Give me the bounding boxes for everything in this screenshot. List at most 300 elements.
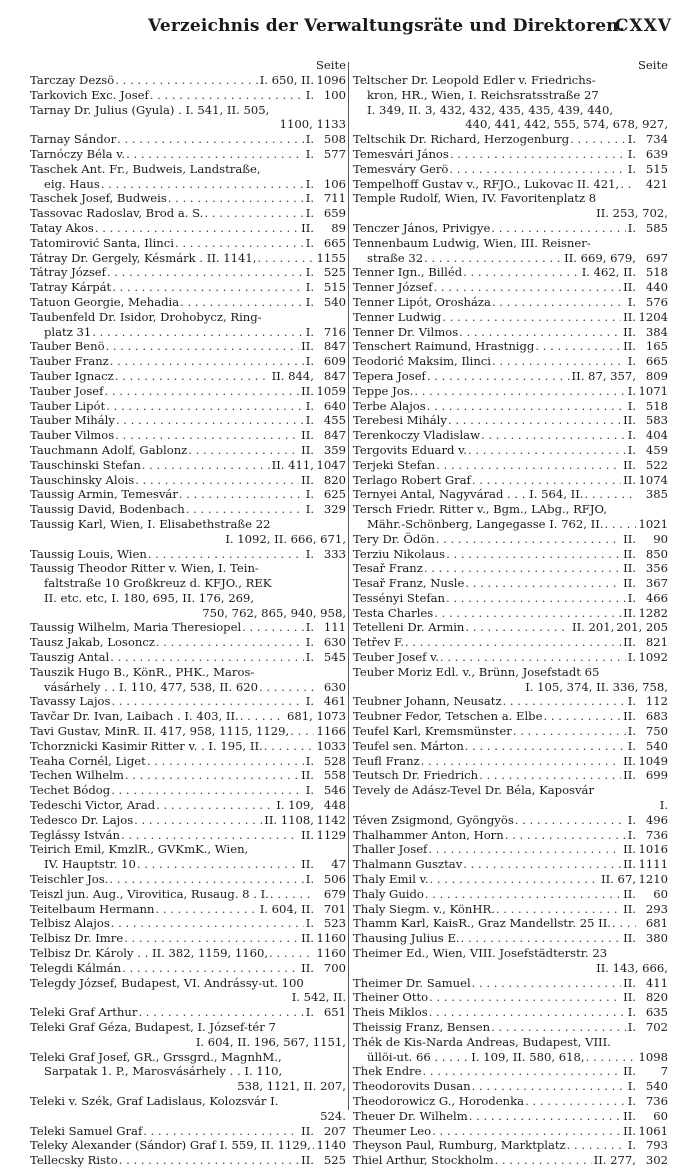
entry-reference: I. [627,738,636,753]
entry-text: Teleki Graf Géza, Budapest, I. József-tér 7 [30,1020,276,1034]
entry-line [30,931,346,946]
entry-line [30,325,346,340]
index-entry [30,1153,346,1168]
index-entry [353,265,668,280]
page-ref: 585 [645,220,668,235]
dot-leader [108,872,303,887]
entry-reference: II. 844, [271,368,314,383]
page-ref: 679 [323,886,346,901]
entry-line [353,443,668,458]
dot-leader [110,694,303,709]
entry-line [30,369,346,384]
entry-line [353,251,668,266]
entry-text: Taussig Louis, Wien [30,546,147,561]
entry-line [30,354,346,369]
entry-reference: II. [623,309,636,324]
index-entry [353,177,668,192]
entry-line [30,680,346,695]
entry-text: Temple Rudolf, Wien, IV. Favoritenplatz 8 [353,191,597,206]
entry-line [353,828,668,843]
entry-reference: II. [623,842,636,857]
entry-line [353,547,668,562]
entry-text: Tennenbaum Ludwig, Wien, III. Reisner- [353,235,591,250]
dot-leader [542,709,621,724]
entry-reference: II. 87, 357, [571,368,636,383]
dot-leader [155,635,304,650]
entry-line [353,931,668,946]
dot-leader [258,680,314,695]
dot-leader [141,458,270,473]
index-entry [353,487,668,502]
entry-reference: I. [627,1005,636,1020]
entry-reference: II. [623,635,636,650]
dot-leader [480,428,626,443]
page-ref: 506 [323,872,346,887]
index-entry [353,724,668,739]
dot-leader [502,694,626,709]
entry-reference: II. [623,1064,636,1079]
index-entry [30,206,346,221]
right-column [353,58,668,1168]
entry-reference: I. [627,724,636,739]
dot-leader [154,902,257,917]
entry-text: Tesař Franz, Nusle [353,576,465,591]
dot-leader [462,857,621,872]
page-ref: 847 [323,339,346,354]
index-entry [30,339,346,354]
entry-text: Teodorić Maksim, Ilinci [353,354,491,369]
entry-text: Teaha Cornél, Liget [30,753,146,768]
entry-text: Teltscher Dr. Leopold Edler v. Friedrichs- [353,73,596,87]
entry-text: Tavčar Dr. Ivan, Laibach . I. 403, II. [30,709,239,724]
index-entry [30,754,346,769]
entry-text: Tenschert Raimund, Hrastnigg [353,339,535,354]
page-ref: 523 [323,916,346,931]
page-ref: 734 [645,132,668,147]
entry-line [353,502,668,517]
index-entry [353,694,668,709]
entry-text: Theis Miklos [353,1005,428,1020]
entry-text: Tchorznicki Kasimir Ritter v. . I. 195, II. [30,738,263,753]
page-header [30,6,680,46]
entry-line [353,902,668,917]
entry-line [30,1050,346,1065]
page-ref: 528 [323,753,346,768]
dot-leader [114,428,299,443]
entry-text: Teufel sen. Márton [353,738,464,753]
index-entry [30,813,346,828]
page-ref: 496 [645,812,668,827]
dot-leader [203,206,303,221]
entry-reference: II. [301,442,314,457]
entry-text: üllöi-ut. 66 . . . . . I. 109, II. 580, 618, [367,1049,585,1064]
entry-line [353,635,668,650]
entry-line [30,635,346,650]
seite-label: Seite [315,58,346,72]
page-ref: 1096 [316,73,346,87]
entry-line [30,502,346,517]
dot-leader [136,857,299,872]
page-ref: 404 [645,428,668,443]
index-entry [30,902,346,917]
dot-leader [109,354,304,369]
index-entry [353,576,668,591]
entry-line [30,280,346,295]
entry-text: Thalhammer Anton, Horn [353,827,504,842]
page-ref: 522 [645,457,668,472]
entry-text: Tedesco Dr. Lajos [30,812,134,827]
entry-line [30,1020,346,1035]
entry-text: Taschek Ant. Fr., Budweis, Landstraße, [30,161,261,176]
entry-text: Thamm Karl, KaisR., Graz Mandellstr. 25 II. [353,916,611,931]
entry-text: Teischler Jos. [30,872,109,887]
entry-line [353,798,668,813]
page-ref: 639 [645,146,668,161]
entry-reference: II. 277, [593,1153,636,1168]
index-entry [353,768,668,783]
entry-line [30,798,346,813]
index-entry [353,310,668,325]
index-entry [30,1094,346,1124]
index-entry [353,1138,668,1153]
entry-reference: I. [627,132,636,147]
page-ref: 700 [323,960,346,975]
entry-reference: II. [301,1153,314,1168]
index-entry [353,1109,668,1124]
entry-text: Theimer Dr. Samuel [353,975,471,990]
entry-line [353,1050,668,1065]
dot-leader [512,724,626,739]
index-entry [30,620,346,635]
entry-line [30,443,346,458]
entry-text: Teubner Johann, Neusatz [353,694,502,709]
dot-leader [433,606,621,621]
entry-text: Tenner Ludwig [353,309,442,324]
entry-text: Tavassy Lajos [30,694,111,709]
index-entry [30,517,346,547]
entry-line [353,680,668,695]
entry-text: Telegdy József, Budapest, VI. Andrássy-ut. 100 [30,975,304,990]
entry-line [30,828,346,843]
entry-text: Teppe Jos. [353,383,414,398]
entry-reference: II. [301,472,314,487]
page-ref: 1016 [638,842,668,857]
dot-leader [185,502,304,517]
entry-text: I. 349, II. 3, 432, 432, 435, 435, 439, 440, [367,102,614,117]
entry-line [30,1035,346,1050]
entry-line [353,783,668,798]
entry-reference: I. [305,916,314,931]
page-ref: 525 [323,265,346,280]
entry-line [353,650,668,665]
dot-leader [428,872,599,887]
dot-leader [433,280,622,295]
entry-text: I. 105, 374, II. 336, 758, [525,679,668,694]
page-ref: 455 [323,413,346,428]
page-ref: 609 [323,354,346,369]
entry-line [30,665,346,680]
entry-line [30,576,346,591]
dot-leader [449,147,626,162]
entry-reference: II. [301,339,314,354]
entry-line [30,694,346,709]
index-entry [30,265,346,280]
dot-leader [269,887,314,902]
dot-leader [471,1079,626,1094]
index-entry [30,191,346,206]
entry-reference: II. 411, [271,457,314,472]
page-ref: 702 [645,1020,668,1034]
index-entry [30,443,346,458]
entry-reference: I. [305,294,314,309]
index-entry [353,473,668,488]
dot-leader [464,739,626,754]
page-ref: 635 [645,1005,668,1020]
index-entry [353,443,668,458]
entry-line [353,177,668,192]
index-entry [353,916,668,931]
page-ref: 515 [645,161,668,176]
dot-leader [460,931,622,946]
entry-reference: I. [305,1005,314,1020]
index-entry [353,369,668,384]
page-ref: 583 [645,413,668,428]
entry-line [353,857,668,872]
entry-line [353,961,668,976]
index-entry [30,399,346,414]
entry-line [353,1064,668,1079]
dot-leader [441,310,621,325]
entry-reference: I. [305,324,314,339]
entry-line [353,473,668,488]
entry-text: Theyson Paul, Rumburg, Marktplatz [353,1138,566,1153]
entry-reference: I. [305,546,314,561]
entry-line [30,976,346,991]
page-ref: 380 [645,931,668,946]
entry-text: Tatuon Georgie, Mehadia [30,294,180,309]
entry-line [30,413,346,428]
page-ref: 665 [323,235,346,250]
entry-reference: I. [305,650,314,665]
page-ref: 329 [323,502,346,517]
dot-leader [133,813,262,828]
dot-leader [566,1138,626,1153]
index-entry [353,650,668,665]
entry-text: I. 1092, II. 666, 671, [225,531,346,546]
index-entry [30,1005,346,1020]
entry-text: Teleki Graf Arthur [30,1005,138,1020]
page-ref: 293 [645,901,668,916]
entry-text: Telbisz Dr. Imre [30,931,124,946]
entry-reference: I. [627,812,636,827]
entry-reference: I. [305,783,314,798]
dot-leader [569,132,626,147]
index-entry [353,236,668,266]
entry-text: Tavi Gustav, MinR. II. 417, 958, 1115, 1129, [30,724,290,739]
entry-reference: I. [627,590,636,605]
page-ref: 697 [645,250,668,265]
entry-reference: I. [627,146,636,161]
entry-line [353,739,668,754]
dot-leader [534,339,621,354]
dot-leader [583,487,636,502]
entry-line [353,428,668,443]
index-entry [30,931,346,946]
entry-text: Tetřev F. [353,635,404,650]
entry-line [30,1138,346,1153]
entry-text: Temesváry Gerö [353,161,449,176]
entry-text: Tarkovich Exc. Josef [30,87,149,102]
entry-text: Tenner Ign., Billéd [353,265,463,280]
page-ref: 60 [653,1108,668,1123]
entry-reference: II. [623,472,636,487]
entry-reference: II. [301,857,314,872]
index-entry [353,887,668,902]
dot-leader [435,458,621,473]
dot-leader [91,325,303,340]
page-ref: 659 [323,206,346,221]
page-ref: 459 [645,442,668,457]
index-entry [353,561,668,576]
page-ref: 665 [645,354,668,369]
index-entry [353,428,668,443]
dot-leader [120,828,299,843]
page-ref: 699 [645,768,668,783]
index-entry [30,132,346,147]
entry-line [353,1153,668,1168]
entry-text: Tauber Benö [30,339,105,354]
page-ref: 421 [645,176,668,191]
index-entry [353,547,668,562]
index-entry [30,976,346,1006]
dot-leader [462,265,580,280]
entry-text: Tetelleni Dr. Armin [353,620,465,635]
entry-reference: I. [305,87,314,102]
dot-leader [100,177,304,192]
entry-line [30,547,346,562]
index-entry [353,458,668,473]
entry-line [353,606,668,621]
entry-text: Theuer Dr. Wilhelm [353,1108,468,1123]
dot-leader [514,813,626,828]
entry-line [30,473,346,488]
page-ref: 1282 [638,605,668,620]
index-entry [30,73,346,88]
index-entry [30,694,346,709]
page-ref: 558 [323,768,346,783]
entry-text: 538, 1121, II. 207, [237,1079,346,1094]
page-ref: 809 [645,368,668,383]
entry-text: Terjeki Stefan [353,457,436,472]
page-ref: 525 [323,1153,346,1168]
entry-reference: I. [627,220,636,235]
entry-line [30,857,346,872]
entry-line [353,990,668,1005]
index-entry [30,635,346,650]
index-entry [30,887,346,902]
page-ref: 711 [323,191,346,206]
entry-text: Tarnóczy Béla v. [30,146,126,161]
page-ref: 106 [323,176,346,191]
entry-reference: II. [623,901,636,916]
entry-text: Tauber Franz [30,354,109,369]
entry-text: Taussig Karl, Wien, I. Elisabethstraße 22 [30,516,271,531]
index-entry [30,547,346,562]
entry-line [353,280,668,295]
page-ref: 1204 [638,309,668,324]
entry-text: platz 31 [44,324,92,339]
index-entry [30,768,346,783]
dot-leader [94,221,299,236]
page-ref: 576 [645,294,668,309]
index-entry [30,739,346,754]
entry-line [353,147,668,162]
dot-leader [241,620,304,635]
entry-text: Thaller Josef [353,842,428,857]
entry-reference: I. [305,620,314,635]
entry-reference: I. [627,354,636,369]
page-ref: 47 [331,857,346,872]
index-entry [30,872,346,887]
dot-leader [423,561,621,576]
index-entry [353,902,668,917]
dot-leader [524,1094,626,1109]
entry-line [30,768,346,783]
entry-line [30,902,346,917]
entry-reference: I. [627,161,636,176]
entry-line [353,103,668,118]
entry-text: Teltschik Dr. Richard, Herzogenburg [353,132,570,147]
page-ref: 302 [645,1153,668,1168]
entry-text: Tauber Vilmos [30,428,115,443]
page-ref: 640 [323,398,346,413]
entry-text: I. 542, II. [291,990,346,1005]
entry-reference: II. [623,753,636,768]
page-ref: 793 [645,1138,668,1153]
page-title: Verzeichnis der Verwaltungsräte und Direktoren. [148,16,625,36]
entry-text: Mähr.-Schönberg, Langegasse I. 762, II. [367,516,604,531]
entry-text: Taussig Theodor Ritter v. Wien, I. Tein- [30,561,259,576]
entry-text: Teleki Samuel Graf [30,1123,143,1138]
left-column [30,58,346,1168]
entry-line [353,1020,668,1035]
entry-reference: II. [623,546,636,561]
page-ref: 540 [645,738,668,753]
entry-line [353,191,668,206]
index-entry [30,88,346,103]
entry-text: vásárhely . . I. 110, 477, 538, II. 620 [44,679,258,694]
dot-leader [467,443,626,458]
index-entry [353,754,668,769]
entry-line [353,709,668,724]
dot-leader [490,221,625,236]
entry-reference: I. [305,635,314,650]
entry-line [30,532,346,547]
entry-text: 524. [320,1108,346,1123]
entry-text: Telbisz Dr. Károly . . II. 382, 1159, 1160, [30,946,269,961]
dot-leader [464,576,621,591]
entry-line [30,517,346,532]
entry-text: 750, 762, 865, 940, 958, [202,605,346,620]
dot-leader [424,887,621,902]
page-ref: 1098 [638,1049,668,1064]
index-entry [30,162,346,192]
entry-text: Theissig Franz, Bensen [353,1020,491,1034]
entry-line [353,354,668,369]
dot-leader [458,325,621,340]
entry-line [30,310,346,325]
dot-leader [115,413,304,428]
